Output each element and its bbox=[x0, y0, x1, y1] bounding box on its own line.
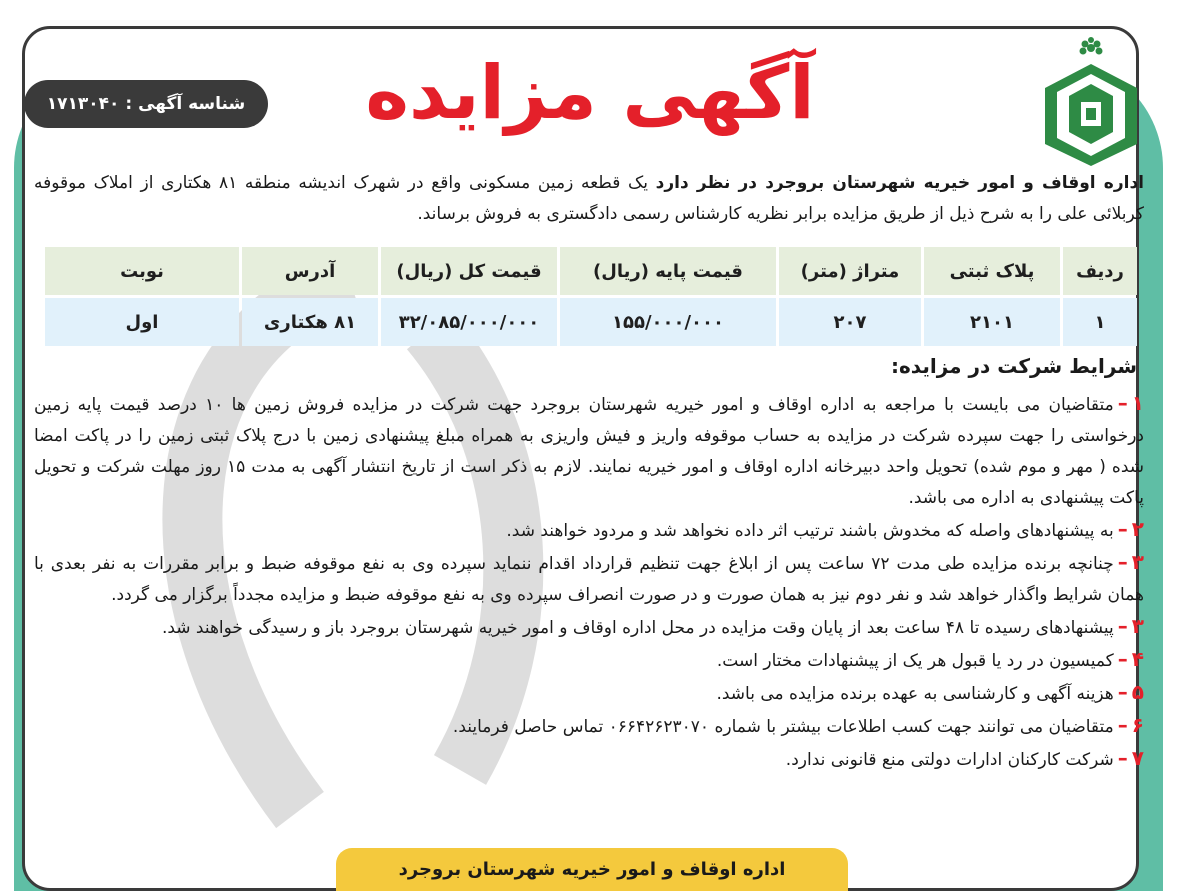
condition-item: ۷–شرکت کارکنان ادارات دولتی منع قانونی ندارد. bbox=[785, 746, 1144, 770]
condition-text: به پیشنهادهای واصله که مخدوش باشند ترتیب اثر داده نخواهد شد و مردود خواهند شد. bbox=[506, 521, 1114, 541]
conditions-title: شرایط شرکت در مزایده: bbox=[890, 354, 1137, 378]
condition-text: کمیسیون در رد یا قبول هر یک از پیشنهادات مختار است. bbox=[716, 651, 1114, 671]
condition-item: ۱–متقاضیان می بایست با مراجعه به اداره اوقاف و امور خیریه شهرستان بروجرد جهت شرکت در مزایده فروش زمین ها ۱۰ درصد قیمت پایه زمین درخواستی را جهت سپرده شرکت در مزایده به حساب موقوفه واریز و فیش واریزی به همراه مبلغ پیشنهادی زمین با درج پلاک ثبتی زمین را در پاکت امضا شده ( مهر و موم شده) تحویل واحد دبیرخانه اداره اوقاف و امور خیریه نمایند. لازم به ذکر است از تاریخ انتشار آگهی به مدت ۱۵ روز مهلت شرکت و تحویل پاکت پیشنهادی به اداره می باشد. bbox=[34, 391, 1145, 508]
condition-text: هزینه آگهی و کارشناسی به عهده برنده مزایده می باشد. bbox=[716, 684, 1114, 704]
condition-text: چنانچه برنده مزایده طی مدت ۷۲ ساعت پس از ابلاغ جهت تنظیم قرارداد اقدام ننماید سپرده وی به نفع موقوفه ضبط و برابر مقررات به نفر بعدی با همان شرایط واگذار خواهد شد و نفر دوم نیز به همان صورت و در صورت انصراف سپرده وی به نفع موقوفه ضبط و مزایده مجدداً برگزار می گردد. bbox=[34, 554, 1144, 605]
condition-item: ۶–متقاضیان می توانند جهت کسب اطلاعات بیشتر با شماره ۰۶۶۴۲۶۲۳۰۷۰ تماس حاصل فرمایند. bbox=[452, 713, 1144, 737]
column-header: متراژ (متر) bbox=[779, 247, 921, 295]
table-cell: ۱ bbox=[1063, 298, 1137, 346]
condition-item: ۲–به پیشنهادهای واصله که مخدوش باشند ترتیب اثر داده نخواهد شد و مردود خواهند شد. bbox=[506, 517, 1144, 541]
condition-text: شرکت کارکنان ادارات دولتی منع قانونی ندارد. bbox=[785, 750, 1114, 770]
table-cell: ۲۱۰۱ bbox=[924, 298, 1060, 346]
condition-number: ۵ bbox=[1131, 680, 1144, 704]
condition-item: ۵–هزینه آگهی و کارشناسی به عهده برنده مزایده می باشد. bbox=[716, 680, 1144, 704]
condition-item: ۳–چنانچه برنده مزایده طی مدت ۷۲ ساعت پس از ابلاغ جهت تنظیم قرارداد اقدام ننماید سپرده وی به نفع موقوفه ضبط و برابر مقررات به نفر بعدی با همان شرایط واگذار خواهد شد و نفر دوم نیز به همان صورت و در صورت انصراف سپرده وی به نفع موقوفه ضبط و مزایده مجدداً برگزار می گردد. bbox=[34, 550, 1144, 605]
condition-text: متقاضیان می توانند جهت کسب اطلاعات بیشتر با شماره ۰۶۶۴۲۶۲۳۰۷۰ تماس حاصل فرمایند. bbox=[452, 717, 1114, 737]
intro-text: یک قطعه زمین مسکونی واقع در شهرک اندیشه منطقه ۸۱ هکتاری از املاک موقوفه کربلائی علی را به شرح ذیل از طریق مزایده برابر نظریه کارشناس رسمی دادگستری به فروش برساند. bbox=[34, 173, 1144, 224]
table-cell: ۳۲/۰۸۵/۰۰۰/۰۰۰ bbox=[381, 298, 557, 346]
conditions-list bbox=[34, 388, 1144, 776]
condition-number: ۶ bbox=[1131, 713, 1144, 737]
column-header: قیمت پایه (ریال) bbox=[560, 247, 776, 295]
intro-paragraph bbox=[34, 168, 1144, 230]
table-cell: ۸۱ هکتاری bbox=[242, 298, 378, 346]
property-table bbox=[42, 244, 1140, 349]
footer-organization-bar: اداره اوقاف و امور خیریه شهرستان بروجرد bbox=[336, 848, 848, 891]
condition-item: ۳–پیشنهادهای رسیده تا ۴۸ ساعت بعد از پایان وقت مزایده در محل اداره اوقاف و امور خیریه شهرستان بروجرد باز و رسیدگی خواهند شد. bbox=[161, 614, 1144, 638]
table-header-row bbox=[45, 247, 1137, 295]
table-cell: ۱۵۵/۰۰۰/۰۰۰ bbox=[560, 298, 776, 346]
column-header: نوبت bbox=[45, 247, 239, 295]
ad-id-badge: شناسه آگهی : ۱۷۱۳۰۴۰ bbox=[24, 80, 268, 128]
condition-number: ۲ bbox=[1131, 517, 1144, 541]
intro-bold-text: اداره اوقاف و امور خیریه شهرستان بروجرد در نظر دارد bbox=[655, 173, 1144, 193]
condition-text: متقاضیان می بایست با مراجعه به اداره اوقاف و امور خیریه شهرستان بروجرد جهت شرکت در مزایده فروش زمین ها ۱۰ درصد قیمت پایه زمین درخواستی را جهت سپرده شرکت در مزایده به حساب موقوفه واریز و فیش واریزی به همراه مبلغ پیشنهادی زمین با درج پلاک ثبتی زمین را در پاکت امضا شده ( مهر و موم شده) تحویل واحد دبیرخانه اداره اوقاف و امور خیریه نمایند. لازم به ذکر است از تاریخ انتشار آگهی به مدت ۱۵ روز مهلت شرکت و تحویل پاکت پیشنهادی به اداره می باشد. bbox=[34, 395, 1145, 508]
condition-text: پیشنهادهای رسیده تا ۴۸ ساعت بعد از پایان وقت مزایده در محل اداره اوقاف و امور خیریه شهرستان بروجرد باز و رسیدگی خواهند شد. bbox=[161, 618, 1114, 638]
table-cell: اول bbox=[45, 298, 239, 346]
table-cell: ۲۰۷ bbox=[779, 298, 921, 346]
column-header: آدرس bbox=[242, 247, 378, 295]
condition-number: ۱ bbox=[1131, 391, 1144, 415]
condition-number: ۳ bbox=[1131, 614, 1144, 638]
table-row bbox=[45, 298, 1137, 346]
condition-item: ۴–کمیسیون در رد یا قبول هر یک از پیشنهادات مختار است. bbox=[716, 647, 1144, 671]
condition-number: ۴ bbox=[1131, 647, 1144, 671]
column-header: قیمت کل (ریال) bbox=[381, 247, 557, 295]
column-header: ردیف bbox=[1063, 247, 1137, 295]
condition-number: ۷ bbox=[1131, 746, 1144, 770]
page-title: آگهی مزایده bbox=[365, 50, 815, 136]
endowment-logo-icon bbox=[1041, 36, 1141, 166]
column-header: پلاک ثبتی bbox=[924, 247, 1060, 295]
condition-number: ۳ bbox=[1131, 550, 1144, 574]
